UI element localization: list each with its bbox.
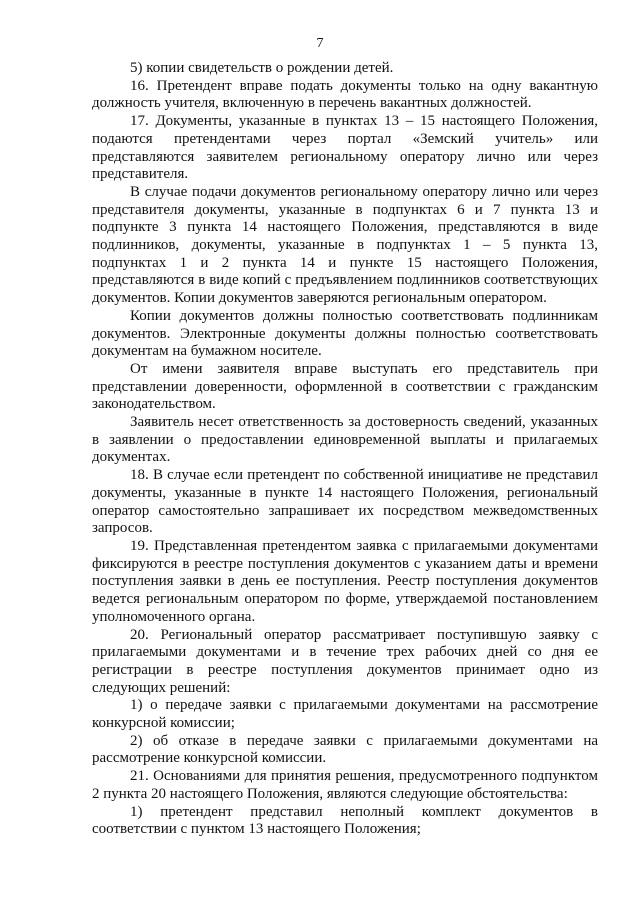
paragraph: От имени заявителя вправе выступать его представитель при представлении доверенности, оформленной в соответствии с гражданским законодательством. xyxy=(92,360,598,413)
paragraph: 1) претендент представил неполный комплект документов в соответствии с пунктом 13 настоящего Положения; xyxy=(92,803,598,838)
paragraph: 19. Представленная претендентом заявка с прилагаемыми документами фиксируются в реестре поступления документов с указанием даты и времени поступления заявки в день ее поступления. Реестр поступления документов ведется региональным оператором по форме, утверждаемой постановлением уполномоченного органа. xyxy=(92,537,598,625)
document-body xyxy=(92,60,598,839)
paragraph: Копии документов должны полностью соответствовать подлинникам документов. Электронные документы должны полностью соответствовать документам на бумажном носителе. xyxy=(92,307,598,360)
paragraph: 2) об отказе в передаче заявки с прилагаемыми документами на рассмотрение конкурсной комиссии. xyxy=(92,732,598,767)
page-number: 7 xyxy=(316,36,324,51)
paragraph: 1) о передаче заявки с прилагаемыми документами на рассмотрение конкурсной комиссии; xyxy=(92,697,598,732)
paragraph: 5) копии свидетельств о рождении детей. xyxy=(130,60,394,76)
paragraph: 18. В случае если претендент по собственной инициативе не представил документы, указанные в пункте 14 настоящего Положения, региональный оператор самостоятельно запрашивает их посредством межведомственных запросов. xyxy=(92,467,598,537)
paragraph: 21. Основаниями для принятия решения, предусмотренного подпунктом 2 пункта 20 настоящего Положения, являются следующие обстоятельства: xyxy=(92,768,598,802)
paragraph: Заявитель несет ответственность за достоверность сведений, указанных в заявлении о предоставлении единовременной выплаты и прилагаемых документах. xyxy=(92,414,598,466)
paragraph: 20. Региональный оператор рассматривает поступившую заявку с прилагаемыми документами и в течение трех рабочих дней со дня ее регистрации в реестре поступления документов принимает одно из следующих решений: xyxy=(92,626,598,696)
paragraph: 17. Документы, указанные в пунктах 13 – 15 настоящего Положения, подаются претендентами через портал «Земский учитель» или представляются заявителем региональному оператору лично или через представителя. xyxy=(92,113,598,183)
paragraph: В случае подачи документов региональному оператору лично или через представителя документы, указанные в подпунктах 6 и 7 пункта 13 и подпункте 3 пункта 14 настоящего Положения, представляются в виде подлинников, документы, указанные в подпунктах 1 – 5 пункта 13, подпунктах 1 и 2 пункта 14 и пункте 15 настоящего Положения, представляются в виде копий с предъявлением подлинников соответствующих документов. Копии документов заверяются региональным оператором. xyxy=(92,183,598,307)
paragraph: 16. Претендент вправе подать документы только на одну вакантную должность учителя, включенную в перечень вакантных должностей. xyxy=(92,77,598,112)
